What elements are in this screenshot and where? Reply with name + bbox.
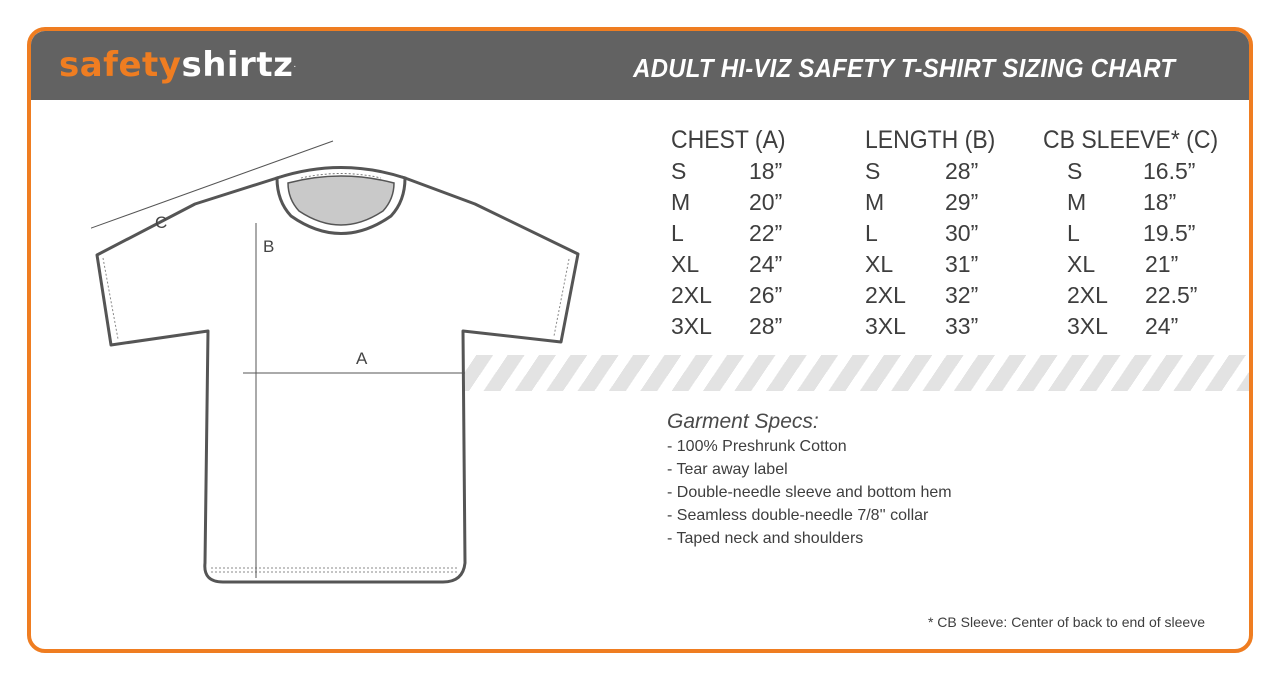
sleeve-header: CB SLEEVE* (C): [1043, 126, 1219, 154]
size-row: [1043, 187, 1233, 218]
size-row: [865, 187, 1035, 218]
size-value: 18”: [1143, 189, 1177, 215]
size-value: 16.5”: [1143, 158, 1196, 184]
size-row: [671, 280, 841, 311]
size-label: 3XL: [865, 313, 906, 339]
size-value: 24”: [749, 251, 783, 277]
size-value: 31”: [945, 251, 979, 277]
spec-item: - Tear away label: [667, 461, 788, 478]
size-label: XL: [671, 251, 700, 277]
size-row: [671, 156, 841, 187]
size-row: [671, 249, 841, 280]
size-label: L: [1067, 220, 1080, 246]
size-value: 26”: [749, 282, 783, 308]
garment-specs: [667, 409, 952, 550]
label-b: B: [263, 237, 275, 256]
size-row: [1043, 249, 1233, 280]
sleeve-column: [1043, 125, 1233, 342]
size-value: 22”: [749, 220, 783, 246]
size-value: 18”: [749, 158, 783, 184]
size-label: 3XL: [671, 313, 712, 339]
size-label: XL: [865, 251, 894, 277]
header-bar: [31, 31, 1249, 100]
size-row: [865, 218, 1035, 249]
size-label: 2XL: [1067, 282, 1108, 308]
size-row: [671, 187, 841, 218]
chest-header: CHEST (A): [671, 126, 786, 154]
length-header: LENGTH (B): [865, 126, 996, 154]
size-row: [1043, 156, 1233, 187]
size-value: 33”: [945, 313, 979, 339]
logo-word-1: safety: [59, 45, 182, 85]
page-title: ADULT HI-VIZ SAFETY T-SHIRT SIZING CHART: [632, 53, 1175, 83]
brand-logo: [59, 45, 297, 85]
size-value: 30”: [945, 220, 979, 246]
size-value: 20”: [749, 189, 783, 215]
size-label: M: [865, 189, 885, 215]
size-value: 28”: [749, 313, 783, 339]
size-label: M: [1067, 189, 1087, 215]
size-value: 29”: [945, 189, 979, 215]
chart-frame: [27, 27, 1253, 653]
size-value: 32”: [945, 282, 979, 308]
size-label: L: [671, 220, 684, 246]
label-c: C: [155, 213, 168, 232]
size-row: [865, 249, 1035, 280]
size-row: [865, 156, 1035, 187]
size-row: [671, 218, 841, 249]
spec-item: - Seamless double-needle 7/8'' collar: [667, 507, 929, 524]
size-row: [865, 311, 1035, 342]
footnote: * CB Sleeve: Center of back to end of sleeve: [927, 614, 1205, 630]
specs-title: Garment Specs:: [667, 410, 819, 433]
size-label: 2XL: [865, 282, 906, 308]
spec-item: - Double-needle sleeve and bottom hem: [667, 484, 952, 501]
size-row: [1043, 311, 1233, 342]
label-a: A: [356, 349, 368, 368]
size-label: S: [865, 158, 881, 184]
size-label: 2XL: [671, 282, 712, 308]
spec-item: - Taped neck and shoulders: [667, 530, 864, 547]
size-value: 24”: [1145, 313, 1179, 339]
size-value: 22.5”: [1145, 282, 1198, 308]
hazard-stripes: [465, 355, 1253, 391]
size-label: S: [671, 158, 687, 184]
spec-item: - 100% Preshrunk Cotton: [667, 438, 847, 455]
logo-reg-mark: .: [293, 60, 297, 70]
chest-column: [671, 125, 841, 342]
size-row: [1043, 280, 1233, 311]
size-row: [865, 280, 1035, 311]
size-row: [1043, 218, 1233, 249]
size-row: [671, 311, 841, 342]
size-value: 28”: [945, 158, 979, 184]
logo-word-2: shirtz: [181, 45, 294, 85]
length-column: [865, 125, 1035, 342]
size-label: M: [671, 189, 691, 215]
size-value: 21”: [1145, 251, 1179, 277]
size-label: S: [1067, 158, 1083, 184]
size-label: 3XL: [1067, 313, 1108, 339]
size-label: XL: [1067, 251, 1096, 277]
size-value: 19.5”: [1143, 220, 1196, 246]
size-label: L: [865, 220, 878, 246]
